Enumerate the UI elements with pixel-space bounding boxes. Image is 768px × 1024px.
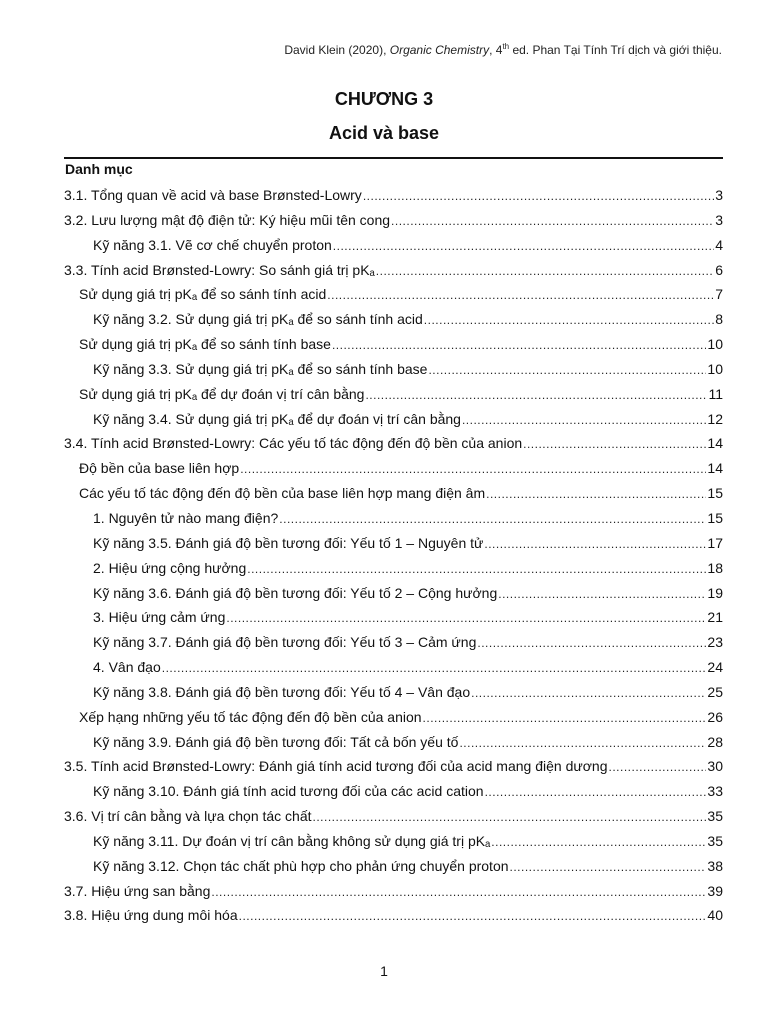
toc-entry-label: 3.4. Tính acid Brønsted-Lowry: Các yếu tố tác động đến độ bền của anion (64, 435, 523, 452)
toc-entry-page: 35 (707, 832, 723, 849)
toc-entry-label: 3.8. Hiệu ứng dung môi hóa (64, 907, 238, 924)
toc-entry[interactable] (64, 208, 723, 233)
header-translator: ed. Phan Tại Tính Trí dịch và giới thiệu. (509, 43, 722, 57)
toc-entry-label: Kỹ năng 3.8. Đánh giá độ bền tương đối: Yếu tố 4 – Vân đạo (93, 683, 471, 700)
toc-entry-label: 1. Nguyên tử nào mang điện? (93, 509, 279, 526)
toc-entry-page: 30 (707, 758, 723, 775)
toc-entry[interactable] (64, 854, 723, 879)
toc-entry-label: 3.5. Tính acid Brønsted-Lowry: Đánh giá tính acid tương đối của acid mang điện dương (64, 758, 608, 775)
toc-entry-page: 28 (707, 733, 723, 750)
chapter-number: CHƯƠNG 3 (334, 89, 434, 109)
toc-entry-label: Kỹ năng 3.1. Vẽ cơ chế chuyển proton (93, 236, 332, 253)
toc-entry-label: Xếp hạng những yếu tố tác động đến độ bền của anion (79, 708, 422, 725)
toc-leader-dots (365, 383, 707, 408)
toc-entry-page: 40 (707, 907, 723, 924)
toc-leader-dots (333, 234, 714, 259)
toc-entry-label: 3.2. Lưu lượng mật độ điện tử: Ký hiệu mũi tên cong (64, 211, 391, 228)
title-divider (64, 157, 723, 159)
toc-entry[interactable] (64, 382, 723, 407)
toc-leader-dots (608, 755, 706, 780)
toc-entry[interactable] (64, 730, 723, 755)
toc-entry-page: 35 (707, 808, 723, 825)
header-book-title: Organic Chemistry (389, 43, 490, 57)
toc-entry[interactable] (64, 456, 723, 481)
toc-leader-dots (471, 681, 706, 706)
toc-leader-dots (239, 904, 707, 929)
toc-leader-dots (462, 408, 706, 433)
toc-entry-label: Kỹ năng 3.6. Đánh giá độ bền tương đối: Yếu tố 2 – Cộng hưởng (93, 584, 498, 601)
toc-entry-label: Kỹ năng 3.12. Chọn tác chất phù hợp cho phản ứng chuyển proton (93, 857, 509, 874)
toc-entry-page: 23 (707, 634, 723, 651)
toc-leader-dots (423, 706, 707, 731)
table-of-contents (64, 183, 723, 928)
toc-leader-dots (162, 656, 707, 681)
toc-heading: Danh mục (65, 161, 133, 177)
toc-entry[interactable] (64, 357, 723, 382)
toc-leader-dots (391, 209, 714, 234)
toc-entry[interactable] (64, 680, 723, 705)
toc-entry-page: 8 (715, 311, 723, 328)
toc-entry[interactable] (64, 431, 723, 456)
toc-leader-dots (363, 184, 714, 209)
toc-leader-dots (485, 780, 707, 805)
toc-entry-page: 25 (707, 683, 723, 700)
toc-entry-page: 3 (715, 187, 723, 203)
toc-leader-dots (428, 358, 706, 383)
toc-entry[interactable] (64, 282, 723, 307)
toc-entry-label: Sử dụng giá trị pKₐ để so sánh tính base (79, 336, 331, 353)
toc-entry-label: Độ bền của base liên hợp (79, 460, 240, 477)
toc-entry-page: 15 (707, 485, 723, 502)
toc-entry-label: Kỹ năng 3.5. Đánh giá độ bền tương đối: Yếu tố 1 – Nguyên tử (93, 534, 484, 551)
toc-entry-page: 14 (707, 460, 723, 477)
toc-entry[interactable] (64, 183, 723, 208)
toc-leader-dots (313, 805, 707, 830)
toc-entry-page: 19 (707, 584, 723, 601)
toc-entry[interactable] (64, 879, 723, 904)
toc-leader-dots (247, 557, 706, 582)
toc-entry-page: 15 (707, 509, 723, 526)
toc-entry[interactable] (64, 705, 723, 730)
toc-entry-label: 3. Hiệu ứng cảm ứng (93, 609, 226, 626)
toc-leader-dots (486, 482, 706, 507)
chapter-title: Acid và base (328, 123, 440, 143)
toc-entry-label: 3.7. Hiệu ứng san bằng (64, 882, 211, 899)
toc-leader-dots (376, 259, 714, 284)
toc-leader-dots (491, 830, 706, 855)
toc-entry[interactable] (64, 754, 723, 779)
toc-entry-page: 24 (707, 659, 723, 676)
toc-entry[interactable] (64, 556, 723, 581)
toc-entry-label: Kỹ năng 3.4. Sử dụng giá trị pKₐ để dự đoán vị trí cân bằng (93, 410, 461, 427)
toc-entry-page: 11 (708, 385, 723, 402)
toc-leader-dots (523, 432, 706, 457)
toc-entry-label: Kỹ năng 3.2. Sử dụng giá trị pKₐ để so sánh tính acid (93, 311, 423, 328)
header-author-year: David Klein (2020), (284, 43, 390, 57)
toc-entry-page: 10 (707, 336, 723, 353)
toc-leader-dots (484, 532, 706, 557)
toc-entry[interactable] (64, 829, 723, 854)
toc-entry-page: 26 (707, 708, 723, 725)
toc-entry-page: 17 (707, 534, 723, 551)
toc-leader-dots (327, 283, 714, 308)
toc-entry[interactable] (64, 407, 723, 432)
toc-entry-label: Kỹ năng 3.7. Đánh giá độ bền tương đối: Yếu tố 3 – Cảm ứng (93, 634, 477, 651)
toc-entry-page: 21 (707, 609, 723, 626)
toc-entry-page: 6 (715, 261, 723, 278)
toc-entry-label: 3.1. Tổng quan về acid và base Brønsted-Lowry (64, 187, 362, 203)
toc-entry[interactable] (64, 804, 723, 829)
page-number: 1 (380, 963, 388, 979)
toc-entry-page: 4 (715, 236, 723, 253)
toc-entry[interactable] (64, 332, 723, 357)
toc-entry[interactable] (64, 481, 723, 506)
toc-entry[interactable] (64, 903, 723, 928)
toc-entry-page: 10 (707, 360, 723, 377)
toc-entry[interactable] (64, 506, 723, 531)
toc-entry-page: 14 (707, 435, 723, 452)
header-edition-sup: th (502, 42, 510, 51)
toc-leader-dots (477, 631, 706, 656)
toc-entry[interactable] (64, 307, 723, 332)
toc-entry-label: Các yếu tố tác động đến độ bền của base liên hợp mang điện âm (79, 485, 486, 502)
toc-entry-label: Kỹ năng 3.3. Sử dụng giá trị pKₐ để so sánh tính base (93, 360, 428, 377)
toc-entry-label: 3.6. Vị trí cân bằng và lựa chọn tác chất (64, 808, 312, 825)
toc-entry-page: 12 (707, 410, 723, 427)
toc-entry-page: 18 (707, 559, 723, 576)
toc-entry[interactable] (64, 581, 723, 606)
toc-leader-dots (240, 457, 706, 482)
toc-entry-label: Kỹ năng 3.10. Đánh giá tính acid tương đối của các acid cation (93, 783, 484, 800)
toc-entry[interactable] (64, 258, 723, 283)
toc-entry[interactable] (64, 630, 723, 655)
toc-leader-dots (279, 507, 706, 532)
toc-entry-label: 4. Vân đạo (93, 659, 161, 676)
toc-leader-dots (211, 880, 706, 905)
toc-leader-dots (226, 606, 706, 631)
toc-leader-dots (498, 582, 706, 607)
toc-entry-page: 33 (707, 783, 723, 800)
toc-entry-label: 2. Hiệu ứng cộng hưởng (93, 559, 247, 576)
toc-entry[interactable] (64, 779, 723, 804)
toc-entry[interactable] (64, 233, 723, 258)
toc-leader-dots (510, 855, 707, 880)
toc-leader-dots (332, 333, 706, 358)
toc-entry[interactable] (64, 531, 723, 556)
toc-entry-label: Sử dụng giá trị pKₐ để so sánh tính acid (79, 286, 327, 303)
toc-entry-label: Sử dụng giá trị pKₐ để dự đoán vị trí cân bằng (79, 385, 365, 402)
header-edition: , 4 (489, 43, 503, 57)
toc-leader-dots (459, 731, 706, 756)
toc-entry-label: Kỹ năng 3.9. Đánh giá độ bền tương đối: Tất cả bốn yếu tố (93, 733, 459, 750)
toc-entry-page: 38 (707, 857, 723, 874)
toc-leader-dots (424, 308, 714, 333)
toc-entry-label: 3.3. Tính acid Brønsted-Lowry: So sánh giá trị pKₐ (64, 261, 375, 278)
toc-entry[interactable] (64, 655, 723, 680)
toc-entry-page: 39 (707, 882, 723, 899)
toc-entry-page: 3 (715, 211, 723, 228)
toc-entry-label: Kỹ năng 3.11. Dự đoán vị trí cân bằng không sử dụng giá trị pKₐ (93, 832, 491, 849)
toc-entry[interactable] (64, 605, 723, 630)
running-header (284, 42, 722, 57)
toc-entry-page: 7 (715, 286, 723, 303)
